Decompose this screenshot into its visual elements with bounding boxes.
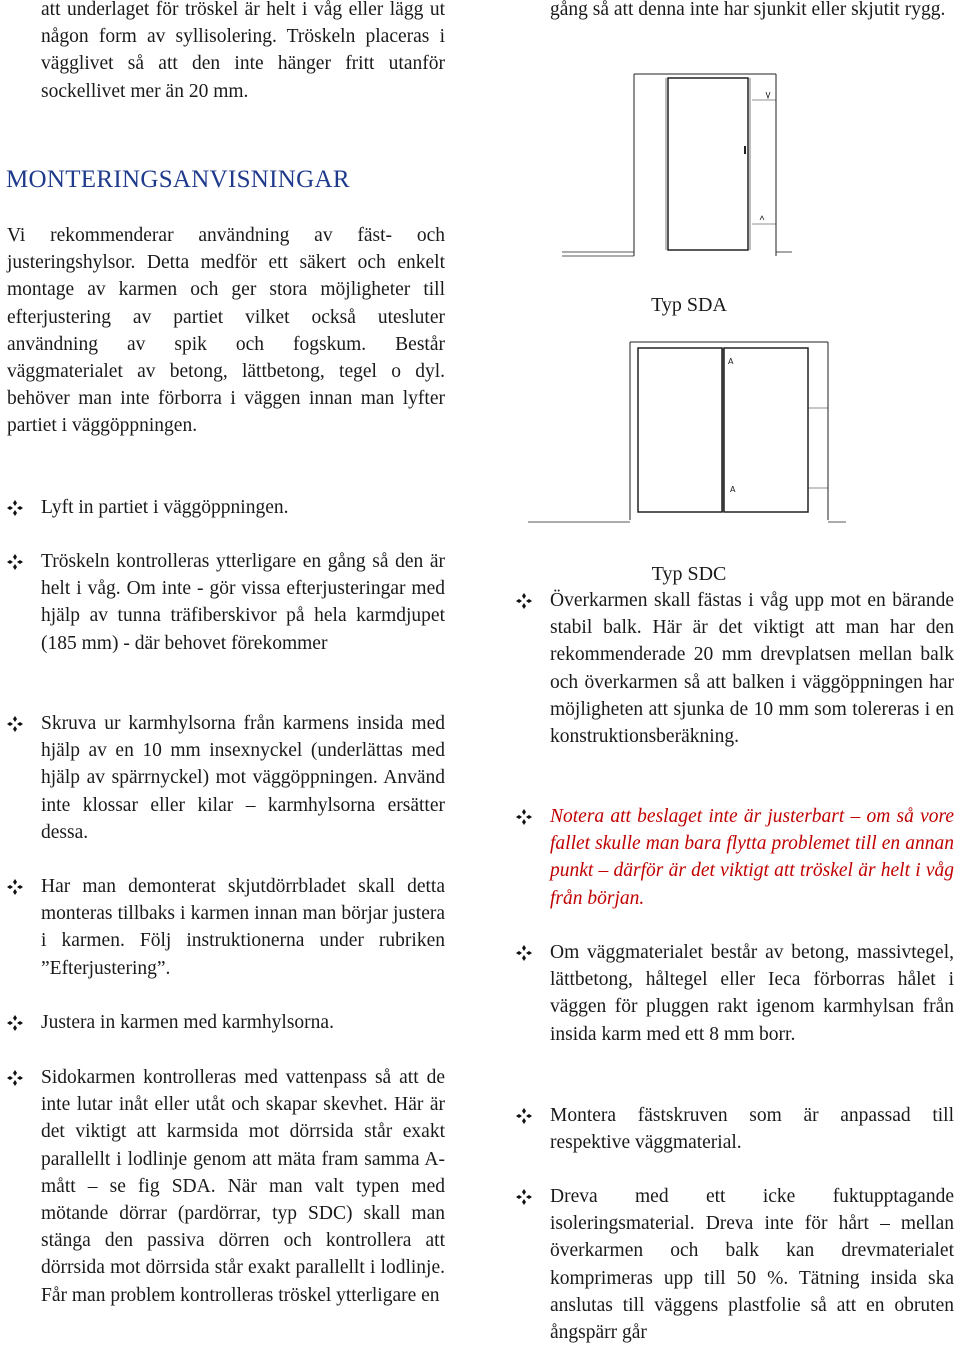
list-item-text: Justera in karmen med karmhylsorna. xyxy=(41,1012,334,1033)
section-heading: MONTERINGSANVISNINGAR xyxy=(6,166,350,193)
list-item xyxy=(41,1009,445,1036)
list-item xyxy=(41,873,445,982)
list-item-note xyxy=(550,803,954,912)
list-item xyxy=(41,548,445,657)
diamond-bullet-icon xyxy=(7,879,23,895)
intro-paragraph: att underlaget för tröskel är helt i våg eller lägg ut någon form av syllisolering. Tröskeln placeras i vägglivet så att den inte hänger fritt utanför sockellivet mer än 20 mm. xyxy=(41,0,445,102)
diamond-bullet-icon xyxy=(7,554,23,570)
list-item-text: Om väggmaterialet består av betong, massivtegel, lättbetong, håltegel eller Ieca förborras hålet i väggen för pluggen rakt igenom karmhylsan från insida karm med ett 8 mm borr. xyxy=(550,942,954,1045)
list-item-text: Skruva ur karmhylsorna från karmens insida med hjälp av en 10 mm insexnyckel (underlättas med hjälp av spärrnyckel) mot väggöppningen. Använd inte klossar eller kilar – karmhylsorna ersätter dessa. xyxy=(41,713,445,843)
list-item xyxy=(550,1183,954,1346)
list-item-text: Dreva med ett icke fuktupptagande isoleringsmaterial. Dreva inte för hårt – mellan överkarmen och balk kan drevmaterialet komprimeras upp till 50 %. Tätning insida ska anslutas till väggens plastfolie så att en obruten ångspärr går xyxy=(550,1186,954,1344)
list-item xyxy=(41,1064,445,1309)
door-diagram-sda xyxy=(562,70,792,260)
list-item xyxy=(41,710,445,846)
diamond-bullet-icon xyxy=(7,1015,23,1031)
list-item-text: Sidokarmen kontrolleras med vattenpass så att de inte lutar inåt eller utåt och skapar skevhet. Här är det viktigt att karmsida mot dörrsida står exakt parallellt i lodlinje genom att mäta fram samma A-mått – se fig SDA. När man valt typen med mötande dörrar (pardörrar, typ SDC) skall man stänga den passiva dörren och kontrollera att dörrsida mot dörrsida står exakt parallellt i lodlinje. Får man problem kontrolleras tröskel ytterligare en xyxy=(41,1067,445,1306)
figure-caption-sdc: Typ SDC xyxy=(651,563,727,585)
list-item xyxy=(550,939,954,1048)
list-item-text: Tröskeln kontrolleras ytterligare en gång så den är helt i våg. Om inte - gör vissa efterjusteringar med hjälp av tunna träfiberskivor på hela karmdjupet (185 mm) - där behovet förekommer xyxy=(41,551,445,654)
list-item xyxy=(550,587,954,750)
diamond-bullet-icon xyxy=(7,716,23,732)
diamond-bullet-icon xyxy=(516,1108,532,1124)
intro-body-paragraph: Vi rekommenderar användning av fäst- och justeringshylsor. Detta medför ett säkert och enkelt montage av karmen och ger stora möjligheter till efterjustering av partiet vilket också utesluter användning av spik och fogskum. Består väggmaterialet av betong, lättbetong, tegel o dyl. behöver man inte förborra i väggen innan man lyfter partiet i väggöppningen. xyxy=(7,225,445,437)
diamond-bullet-icon xyxy=(7,500,23,516)
list-item-text: Överkarmen skall fästas i våg upp mot en bärande stabil balk. Här är det viktigt att man har den rekommenderade 20 mm drevplatsen mellan balk och överkarmen så att balken i väggöppningen har möjligheten att sjunka de 10 mm som tolereras i en konstruktionsberäkning. xyxy=(550,590,954,748)
dimension-label: A xyxy=(730,485,736,494)
diamond-bullet-icon xyxy=(7,1070,23,1086)
door-diagram-sdc xyxy=(528,338,846,524)
list-item-text: Har man demonterat skjutdörrbladet skall detta monteras tillbaks i karmen innan man börjar justera i karmen. Följ instruktionerna under rubriken ”Efterjustering”. xyxy=(41,876,445,979)
list-item xyxy=(550,1102,954,1156)
continued-paragraph: gång så att denna inte har sjunkit eller skjutit rygg. xyxy=(550,0,946,20)
list-item-text: Notera att beslaget inte är justerbart – om så vore fallet skulle man bara flytta problemet till en annan punkt – därför är det viktigt att tröskel är helt i våg från början. xyxy=(550,806,954,909)
list-item-text: Montera fästskruven som är anpassad till respektive väggmaterial. xyxy=(550,1105,954,1154)
diamond-bullet-icon xyxy=(516,809,532,825)
figure-caption-sda: Typ SDA xyxy=(651,294,727,316)
list-item-text: Lyft in partiet i väggöppningen. xyxy=(41,497,289,518)
list-item xyxy=(41,494,445,521)
diamond-bullet-icon xyxy=(516,1189,532,1205)
dimension-label: A xyxy=(728,357,734,366)
diamond-bullet-icon xyxy=(516,945,532,961)
diamond-bullet-icon xyxy=(516,593,532,609)
